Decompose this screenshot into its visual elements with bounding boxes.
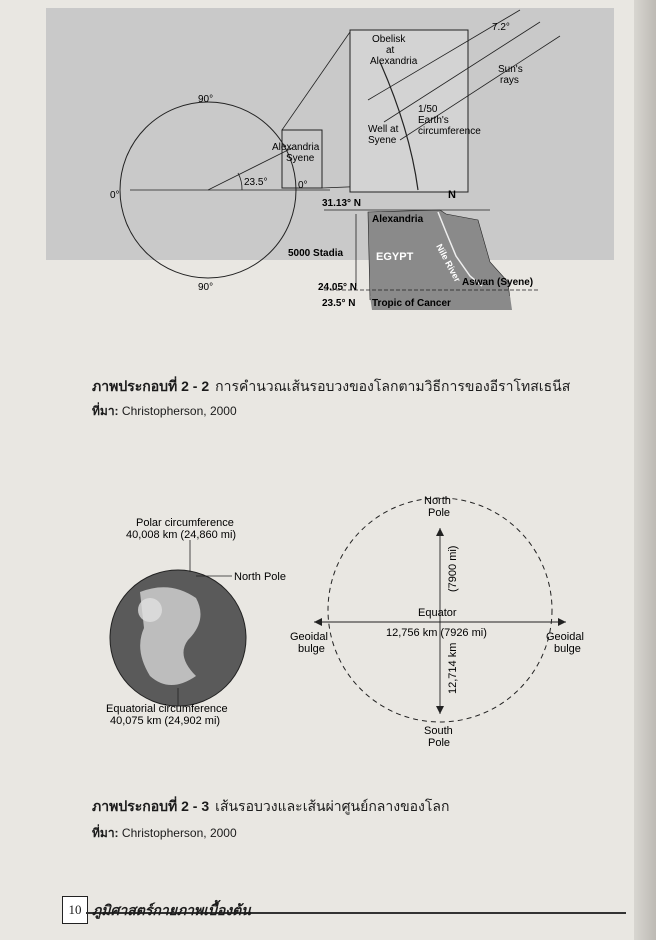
source-label: ที่มา: xyxy=(92,404,119,418)
earth-dimensions-figure xyxy=(0,480,656,770)
inset-angle-label: 7.2° xyxy=(492,22,510,33)
caption-label: ภาพประกอบที่ 2 - 2 xyxy=(92,378,210,394)
zoom-line-top xyxy=(282,32,350,130)
polar-diameter-bottom: 12,714 km xyxy=(447,642,459,694)
equator-diameter: 12,756 km (7926 mi) xyxy=(386,627,487,639)
equatorial-circ-label: Equatorial circumference xyxy=(106,703,228,715)
north-label: N xyxy=(448,189,456,201)
suns-label: Sun's xyxy=(498,64,523,75)
polar-diameter-top: (7900 mi) xyxy=(447,545,459,592)
lon-0-right-label: 0° xyxy=(298,180,308,191)
map-alexandria-label: Alexandria xyxy=(372,214,424,225)
north-pole-label: North Pole xyxy=(234,571,286,583)
well-label: Well at xyxy=(368,124,399,135)
south-pole-2: Pole xyxy=(428,737,451,749)
lat-24-label: 24.05° N xyxy=(318,282,358,293)
angle-label: 23.5° xyxy=(244,177,268,188)
egypt-label: EGYPT xyxy=(376,251,414,263)
eratosthenes-figure xyxy=(0,0,656,300)
lon-0-left-label: 0° xyxy=(110,190,120,201)
eratosthenes-figure-lower xyxy=(0,296,656,330)
circumference-label: circumference xyxy=(418,126,481,137)
figure-2-2-source xyxy=(92,402,237,421)
aswan-label: Aswan (Syene) xyxy=(462,277,534,288)
alexandria-label: Alexandria xyxy=(272,142,320,153)
figure-2-3-caption xyxy=(92,796,449,818)
nile-label: Nile River xyxy=(434,242,463,284)
obelisk-alexandria-label: Alexandria xyxy=(370,56,418,67)
page-number: 10 xyxy=(62,896,88,924)
obelisk-label: Obelisk xyxy=(372,34,406,45)
syene-label: Syene xyxy=(286,153,315,164)
book-title: ภูมิศาสตร์กายภาพเบื้องต้น xyxy=(92,902,251,918)
caption-text: เส้นรอบวงและเส้นผ่าศูนย์กลางของโลก xyxy=(215,798,450,814)
figure-2-3-source xyxy=(92,824,237,843)
figure-2-2-caption xyxy=(92,376,570,398)
geoidal-left-1: Geoidal xyxy=(290,631,328,643)
caption-label: ภาพประกอบที่ 2 - 3 xyxy=(92,798,210,814)
lat-90n-label: 90° xyxy=(198,94,214,105)
lat-31-label: 31.13° N xyxy=(322,198,362,209)
fraction-label: 1/50 xyxy=(418,104,438,115)
source-text: Christopherson, 2000 xyxy=(121,826,237,840)
geoidal-right-1: Geoidal xyxy=(546,631,584,643)
geoidal-left-2: bulge xyxy=(298,643,325,655)
polar-circ-value: 40,008 km (24,860 mi) xyxy=(126,529,237,541)
obelisk-at-label: at xyxy=(386,45,395,56)
stadia-label: 5000 Stadia xyxy=(288,248,344,259)
source-label: ที่มา: xyxy=(92,826,119,840)
inset-box xyxy=(350,30,468,192)
tropic-label: Tropic of Cancer xyxy=(372,298,451,309)
polar-circ-label: Polar circumference xyxy=(136,517,234,529)
equator-label: Equator xyxy=(418,607,457,619)
geoidal-right-2: bulge xyxy=(554,643,581,655)
equatorial-circ-value: 40,075 km (24,902 mi) xyxy=(110,715,221,727)
source-text: Christopherson, 2000 xyxy=(121,404,237,418)
rays-label: rays xyxy=(500,75,519,86)
earths-label: Earth's xyxy=(418,115,449,126)
lat-23-label: 23.5° N xyxy=(322,298,356,309)
well-syene-label: Syene xyxy=(368,135,397,146)
lat-90s-label: 90° xyxy=(198,282,214,293)
angle-arc xyxy=(238,173,242,190)
caption-text: การคำนวณเส้นรอบวงของโลกตามวิธีการของอีราโทสเธนีส xyxy=(215,378,571,394)
north-pole-top-1: North xyxy=(424,495,451,507)
globe-highlight xyxy=(138,598,162,622)
south-pole-1: South xyxy=(424,725,453,737)
north-pole-top-2: Pole xyxy=(428,507,451,519)
